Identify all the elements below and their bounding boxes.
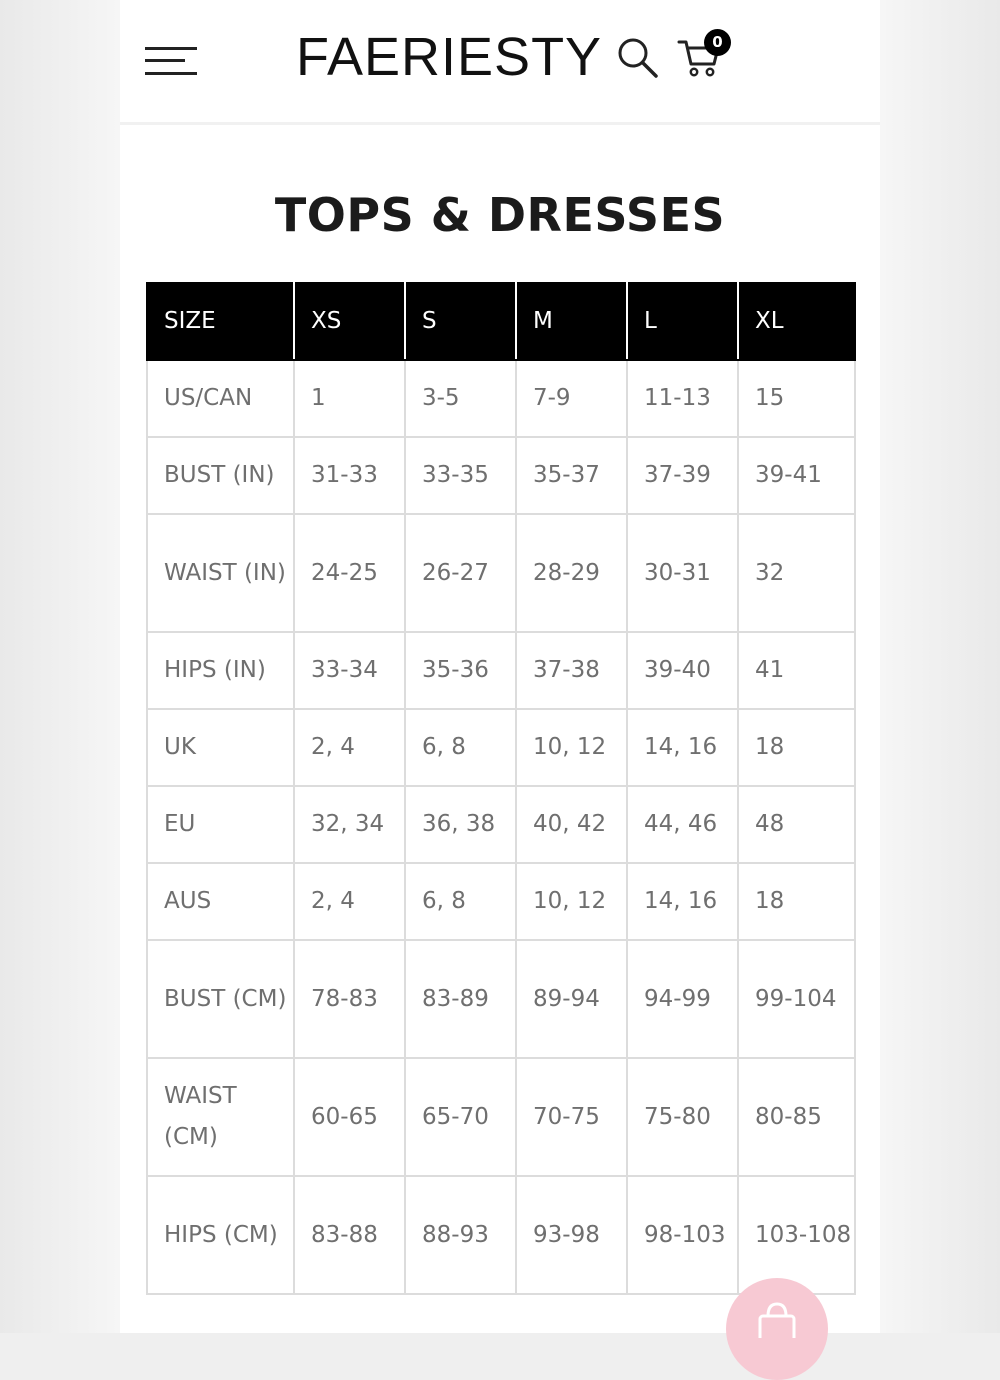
table-cell: 7-9 xyxy=(516,360,627,437)
table-cell: 32 xyxy=(738,514,855,632)
header-cell: XL xyxy=(738,283,855,360)
header-cell: S xyxy=(405,283,516,360)
table-cell: 93-98 xyxy=(516,1176,627,1294)
table-cell: 83-89 xyxy=(405,940,516,1058)
page-background-left xyxy=(0,0,120,1333)
table-cell: 78-83 xyxy=(294,940,405,1058)
table-cell: 44, 46 xyxy=(627,786,738,863)
table-cell: 6, 8 xyxy=(405,709,516,786)
header-cell: M xyxy=(516,283,627,360)
table-cell: 65-70 xyxy=(405,1058,516,1176)
page-content xyxy=(120,0,880,1333)
row-label: HIPS (IN) xyxy=(147,632,294,709)
table-cell: 83-88 xyxy=(294,1176,405,1294)
search-icon[interactable] xyxy=(616,36,660,80)
table-cell: 80-85 xyxy=(738,1058,855,1176)
table-cell: 10, 12 xyxy=(516,709,627,786)
table-cell: 88-93 xyxy=(405,1176,516,1294)
table-cell: 89-94 xyxy=(516,940,627,1058)
table-cell: 31-33 xyxy=(294,437,405,514)
header-cell: L xyxy=(627,283,738,360)
table-cell: 14, 16 xyxy=(627,863,738,940)
table-row xyxy=(147,786,855,863)
table-cell: 11-13 xyxy=(627,360,738,437)
table-cell: 98-103 xyxy=(627,1176,738,1294)
table-cell: 2, 4 xyxy=(294,709,405,786)
table-cell: 15 xyxy=(738,360,855,437)
table-cell: 18 xyxy=(738,709,855,786)
size-chart-table xyxy=(146,282,856,1295)
table-row xyxy=(147,437,855,514)
table-cell: 33-34 xyxy=(294,632,405,709)
table-cell: 36, 38 xyxy=(405,786,516,863)
row-label: WAIST (IN) xyxy=(147,514,294,632)
site-header xyxy=(120,0,880,125)
header-cell: SIZE xyxy=(147,283,294,360)
table-header-row xyxy=(147,283,855,360)
table-cell: 24-25 xyxy=(294,514,405,632)
table-cell: 14, 16 xyxy=(627,709,738,786)
table-row xyxy=(147,1058,855,1176)
row-label: UK xyxy=(147,709,294,786)
row-label: US/CAN xyxy=(147,360,294,437)
page-background-right xyxy=(880,0,1000,1333)
shopping-bag-icon xyxy=(726,1278,828,1338)
row-label: BUST (IN) xyxy=(147,437,294,514)
table-cell: 39-40 xyxy=(627,632,738,709)
table-cell: 40, 42 xyxy=(516,786,627,863)
table-cell: 3-5 xyxy=(405,360,516,437)
table-row xyxy=(147,863,855,940)
table-cell: 60-65 xyxy=(294,1058,405,1176)
table-row xyxy=(147,1176,855,1294)
table-row xyxy=(147,709,855,786)
shopping-bag-button[interactable] xyxy=(726,1278,828,1380)
row-label: HIPS (CM) xyxy=(147,1176,294,1294)
table-cell: 35-37 xyxy=(516,437,627,514)
table-row xyxy=(147,940,855,1058)
table-cell: 30-31 xyxy=(627,514,738,632)
table-cell: 39-41 xyxy=(738,437,855,514)
table-cell: 33-35 xyxy=(405,437,516,514)
row-label: AUS xyxy=(147,863,294,940)
table-cell: 6, 8 xyxy=(405,863,516,940)
table-cell: 41 xyxy=(738,632,855,709)
cart-count-badge: 0 xyxy=(704,29,731,56)
row-label: EU xyxy=(147,786,294,863)
table-cell: 75-80 xyxy=(627,1058,738,1176)
table-cell: 26-27 xyxy=(405,514,516,632)
header-cell: XS xyxy=(294,283,405,360)
section-title: TOPS & DRESSES xyxy=(274,188,726,242)
table-cell: 99-104 xyxy=(738,940,855,1058)
table-cell: 18 xyxy=(738,863,855,940)
table-row xyxy=(147,360,855,437)
table-cell: 103-108 xyxy=(738,1176,855,1294)
table-cell: 37-39 xyxy=(627,437,738,514)
table-cell: 48 xyxy=(738,786,855,863)
table-cell: 70-75 xyxy=(516,1058,627,1176)
site-logo[interactable]: FAERIESTY xyxy=(296,27,603,87)
table-cell: 35-36 xyxy=(405,632,516,709)
row-label: BUST (CM) xyxy=(147,940,294,1058)
table-cell: 94-99 xyxy=(627,940,738,1058)
table-cell: 37-38 xyxy=(516,632,627,709)
table-cell: 2, 4 xyxy=(294,863,405,940)
table-cell: 10, 12 xyxy=(516,863,627,940)
menu-icon[interactable] xyxy=(145,44,199,78)
table-row xyxy=(147,514,855,632)
table-cell: 1 xyxy=(294,360,405,437)
row-label: WAIST (CM) xyxy=(147,1058,294,1176)
table-cell: 32, 34 xyxy=(294,786,405,863)
table-cell: 28-29 xyxy=(516,514,627,632)
table-row xyxy=(147,632,855,709)
